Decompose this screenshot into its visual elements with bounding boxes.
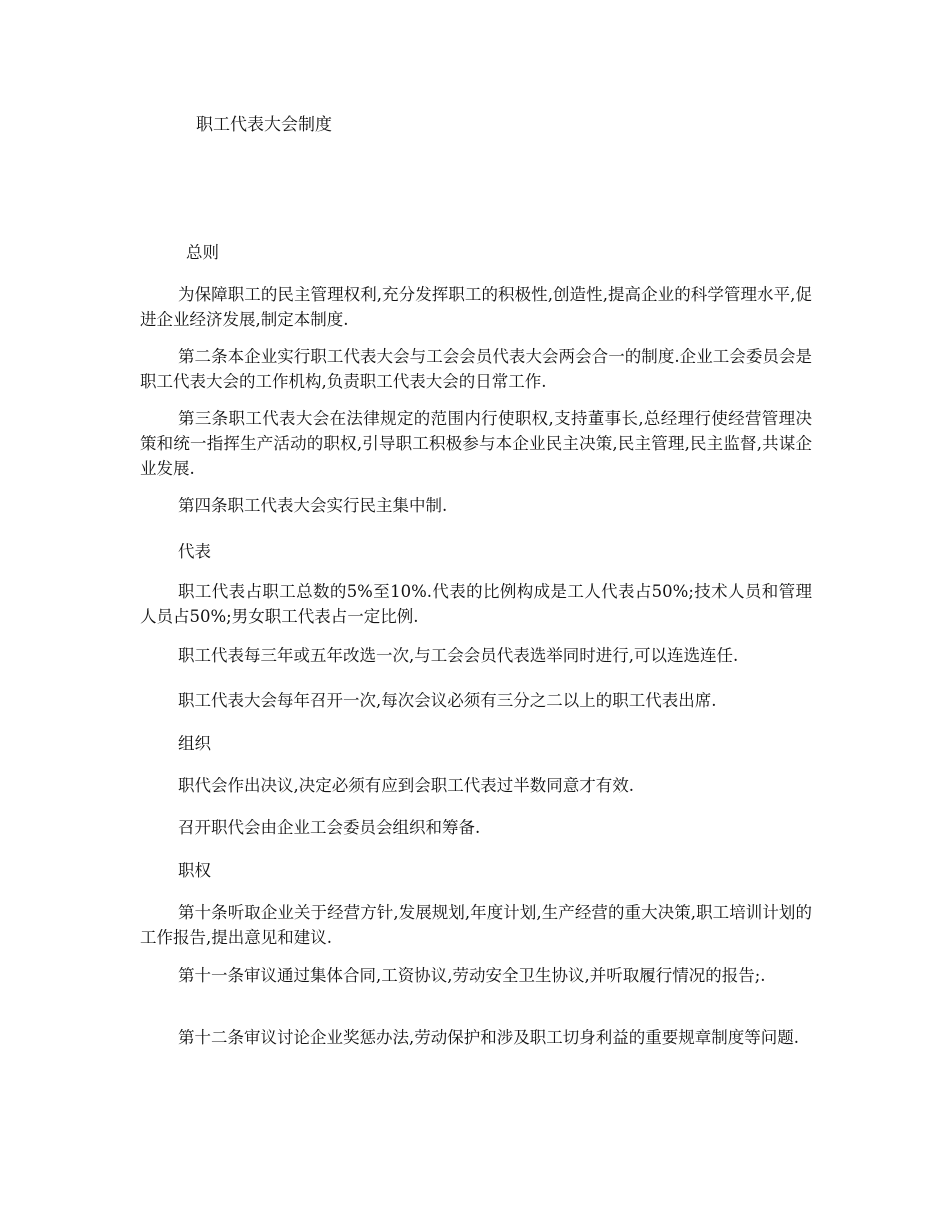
paragraph-organization-2: 召开职代会由企业工会委员会组织和筹备. [178, 818, 481, 837]
section-heading-representatives: 代表 [178, 542, 211, 561]
section-heading-general: 总则 [186, 243, 219, 262]
paragraph-powers-3: 第十二条审议讨论企业奖惩办法,劳动保护和涉及职工切身利益的重要规章制度等问题. [178, 1028, 799, 1047]
section-heading-powers: 职权 [178, 861, 211, 880]
paragraph-organization-1: 职代会作出决议,决定必须有应到会职工代表过半数同意才有效. [178, 776, 634, 795]
paragraph-powers-1: 第十条听取企业关于经营方针,发展规划,年度计划,生产经营的重大决策,职工培训计划的工作报告,提出意见和建议. [140, 903, 812, 947]
paragraph-powers-2: 第十一条审议通过集体合同,工资协议,劳动安全卫生协议,并听取履行情况的报告;. [178, 966, 766, 985]
paragraph-general-1: 为保障职工的民主管理权利,充分发挥职工的积极性,创造性,提高企业的科学管理水平,促进企业经济发展,制定本制度. [140, 285, 812, 329]
paragraph-representatives-1: 职工代表占职工总数的5%至10%.代表的比例构成是工人代表占50%;技术人员和管理人员占50%;男女职工代表占一定比例. [140, 582, 812, 626]
document-title: 职工代表大会制度 [196, 115, 332, 135]
paragraph-general-4: 第四条职工代表大会实行民主集中制. [178, 496, 448, 515]
paragraph-representatives-3: 职工代表大会每年召开一次,每次会议必须有三分之二以上的职工代表出席. [178, 691, 717, 710]
paragraph-general-2: 第二条本企业实行职工代表大会与工会会员代表大会两会合一的制度.企业工会委员会是职工代表大会的工作机构,负责职工代表大会的日常工作. [140, 347, 812, 391]
paragraph-representatives-2: 职工代表每三年或五年改选一次,与工会会员代表选举同时进行,可以连选连任. [178, 646, 739, 665]
section-heading-organization: 组织 [178, 734, 211, 753]
paragraph-general-3: 第三条职工代表大会在法律规定的范围内行使职权,支持董事长,总经理行使经营管理决策和统一指挥生产活动的职权,引导职工积极参与本企业民主决策,民主管理,民主监督,共谋企业发展. [140, 409, 812, 478]
